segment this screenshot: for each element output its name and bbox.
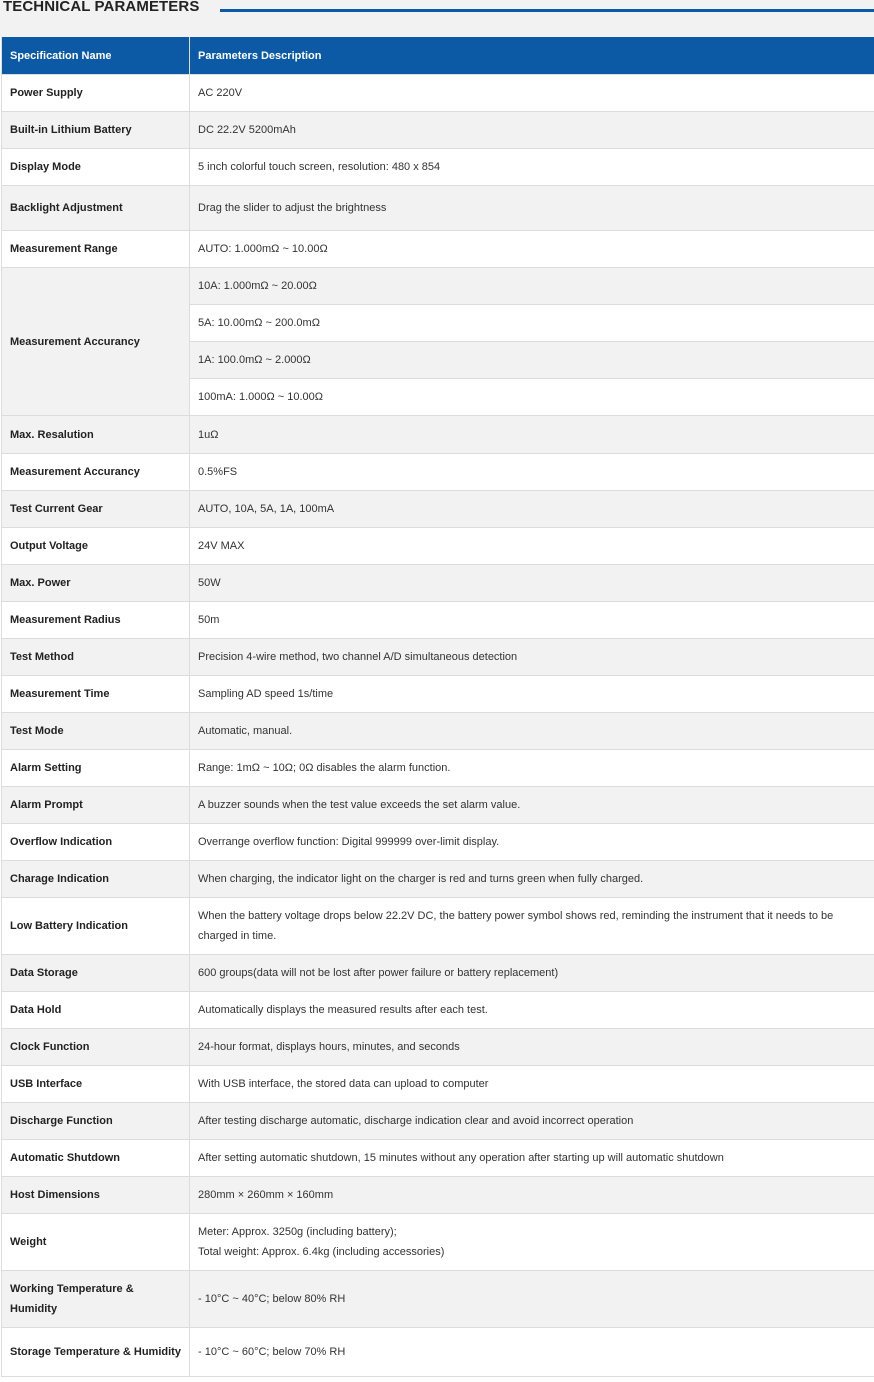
- spec-name-cell: Max. Power: [2, 565, 190, 602]
- table-row: [2, 416, 874, 454]
- spec-value-line: Meter: Approx. 3250g (including battery);: [198, 1226, 397, 1238]
- spec-value-line: Total weight: Approx. 6.4kg (including accessories): [198, 1246, 445, 1258]
- table-row: [2, 824, 874, 861]
- spec-name-cell: Built-in Lithium Battery: [2, 112, 190, 149]
- spec-value-cell: - 10°C ~ 60°C; below 70% RH: [190, 1328, 874, 1377]
- spec-name-cell: Measurement Radius: [2, 602, 190, 639]
- section-title: TECHNICAL PARAMETERS: [3, 0, 200, 15]
- spec-name-cell: Working Temperature & Humidity: [2, 1271, 190, 1328]
- spec-name-cell: Host Dimensions: [2, 1177, 190, 1214]
- table-row: [2, 1328, 874, 1377]
- section-header: [0, 0, 874, 37]
- spec-value-cell: AUTO: 1.000mΩ ~ 10.00Ω: [190, 231, 874, 268]
- spec-name-cell: Clock Function: [2, 1029, 190, 1066]
- spec-name-cell: Discharge Function: [2, 1103, 190, 1140]
- spec-name-cell: Overflow Indication: [2, 824, 190, 861]
- table-row: [2, 268, 874, 305]
- spec-value-cell: 600 groups(data will not be lost after power failure or battery replacement): [190, 955, 874, 992]
- spec-name-cell: Measurement Range: [2, 231, 190, 268]
- table-row: [2, 112, 874, 149]
- table-row: [2, 1103, 874, 1140]
- spec-value-cell: After setting automatic shutdown, 15 minutes without any operation after starting up will automatic shutdown: [190, 1140, 874, 1177]
- spec-name-cell: Automatic Shutdown: [2, 1140, 190, 1177]
- spec-value-cell: 100mA: 1.000Ω ~ 10.00Ω: [190, 379, 874, 416]
- spec-value-cell: 24-hour format, displays hours, minutes, and seconds: [190, 1029, 874, 1066]
- spec-value-cell: AUTO, 10A, 5A, 1A, 100mA: [190, 491, 874, 528]
- table-row: [2, 602, 874, 639]
- spec-name-cell: Test Method: [2, 639, 190, 676]
- spec-value-cell: With USB interface, the stored data can upload to computer: [190, 1066, 874, 1103]
- table-row: [2, 75, 874, 112]
- spec-name-cell: Measurement Time: [2, 676, 190, 713]
- spec-value-cell: 10A: 1.000mΩ ~ 20.00Ω: [190, 268, 874, 305]
- table-row: [2, 454, 874, 491]
- spec-value-cell: Automatic, manual.: [190, 713, 874, 750]
- spec-value-cell: AC 220V: [190, 75, 874, 112]
- spec-value-cell: 50W: [190, 565, 874, 602]
- table-row: [2, 676, 874, 713]
- spec-name-cell: Weight: [2, 1214, 190, 1271]
- table-row: [2, 955, 874, 992]
- spec-value-cell: 24V MAX: [190, 528, 874, 565]
- table-row: [2, 787, 874, 824]
- spec-value-cell: Precision 4-wire method, two channel A/D simultaneous detection: [190, 639, 874, 676]
- table-row: [2, 639, 874, 676]
- spec-name-cell: Max. Resalution: [2, 416, 190, 454]
- technical-parameters-table: [1, 37, 874, 1377]
- spec-value-cell: [190, 1214, 874, 1271]
- spec-value-cell: Sampling AD speed 1s/time: [190, 676, 874, 713]
- spec-name-cell: Storage Temperature & Humidity: [2, 1328, 190, 1377]
- table-row: [2, 1177, 874, 1214]
- spec-name-cell: Test Current Gear: [2, 491, 190, 528]
- table-row: [2, 149, 874, 186]
- table-row: [2, 992, 874, 1029]
- table-row: [2, 528, 874, 565]
- spec-value-cell: - 10°C ~ 40°C; below 80% RH: [190, 1271, 874, 1328]
- header-divider: [220, 9, 874, 12]
- table-row: [2, 565, 874, 602]
- table-row: [2, 713, 874, 750]
- spec-name-cell: Measurement Accurancy: [2, 268, 190, 416]
- spec-value-cell: Range: 1mΩ ~ 10Ω; 0Ω disables the alarm function.: [190, 750, 874, 787]
- spec-value-cell: DC 22.2V 5200mAh: [190, 112, 874, 149]
- spec-value-cell: 1A: 100.0mΩ ~ 2.000Ω: [190, 342, 874, 379]
- spec-value-cell: Drag the slider to adjust the brightness: [190, 186, 874, 231]
- spec-name-cell: Measurement Accurancy: [2, 454, 190, 491]
- spec-name-cell: Display Mode: [2, 149, 190, 186]
- table-row: [2, 1271, 874, 1328]
- table-header-row: [2, 37, 874, 75]
- spec-name-cell: Power Supply: [2, 75, 190, 112]
- spec-name-cell: Data Storage: [2, 955, 190, 992]
- spec-name-cell: USB Interface: [2, 1066, 190, 1103]
- spec-name-cell: Charage Indication: [2, 861, 190, 898]
- spec-value-cell: 5 inch colorful touch screen, resolution: 480 x 854: [190, 149, 874, 186]
- table-row: [2, 186, 874, 231]
- spec-value-cell: 1uΩ: [190, 416, 874, 454]
- spec-value-cell: Automatically displays the measured results after each test.: [190, 992, 874, 1029]
- table-row: [2, 491, 874, 528]
- table-row: [2, 1029, 874, 1066]
- spec-name-cell: Backlight Adjustment: [2, 186, 190, 231]
- spec-value-cell: When the battery voltage drops below 22.2V DC, the battery power symbol shows red, reminding the instrument that it needs to be charged in time.: [190, 898, 874, 955]
- spec-value-cell: After testing discharge automatic, discharge indication clear and avoid incorrect operation: [190, 1103, 874, 1140]
- spec-value-cell: 5A: 10.00mΩ ~ 200.0mΩ: [190, 305, 874, 342]
- spec-name-cell: Alarm Prompt: [2, 787, 190, 824]
- spec-name-cell: Alarm Setting: [2, 750, 190, 787]
- table-body: [2, 75, 874, 1377]
- spec-value-cell: When charging, the indicator light on the charger is red and turns green when fully charged.: [190, 861, 874, 898]
- spec-value-cell: 280mm × 260mm × 160mm: [190, 1177, 874, 1214]
- table-row: [2, 1140, 874, 1177]
- spec-name-cell: Test Mode: [2, 713, 190, 750]
- spec-value-cell: A buzzer sounds when the test value exceeds the set alarm value.: [190, 787, 874, 824]
- column-header-specification: Specification Name: [2, 37, 190, 75]
- spec-value-cell: Overrange overflow function: Digital 999999 over-limit display.: [190, 824, 874, 861]
- table-row: [2, 1066, 874, 1103]
- spec-name-cell: Data Hold: [2, 992, 190, 1029]
- table-row: [2, 898, 874, 955]
- table-row: [2, 1214, 874, 1271]
- spec-value-cell: 50m: [190, 602, 874, 639]
- table-row: [2, 231, 874, 268]
- spec-value-cell: 0.5%FS: [190, 454, 874, 491]
- spec-name-cell: Output Voltage: [2, 528, 190, 565]
- table-row: [2, 750, 874, 787]
- table-row: [2, 861, 874, 898]
- spec-name-cell: Low Battery Indication: [2, 898, 190, 955]
- column-header-description: Parameters Description: [190, 37, 874, 75]
